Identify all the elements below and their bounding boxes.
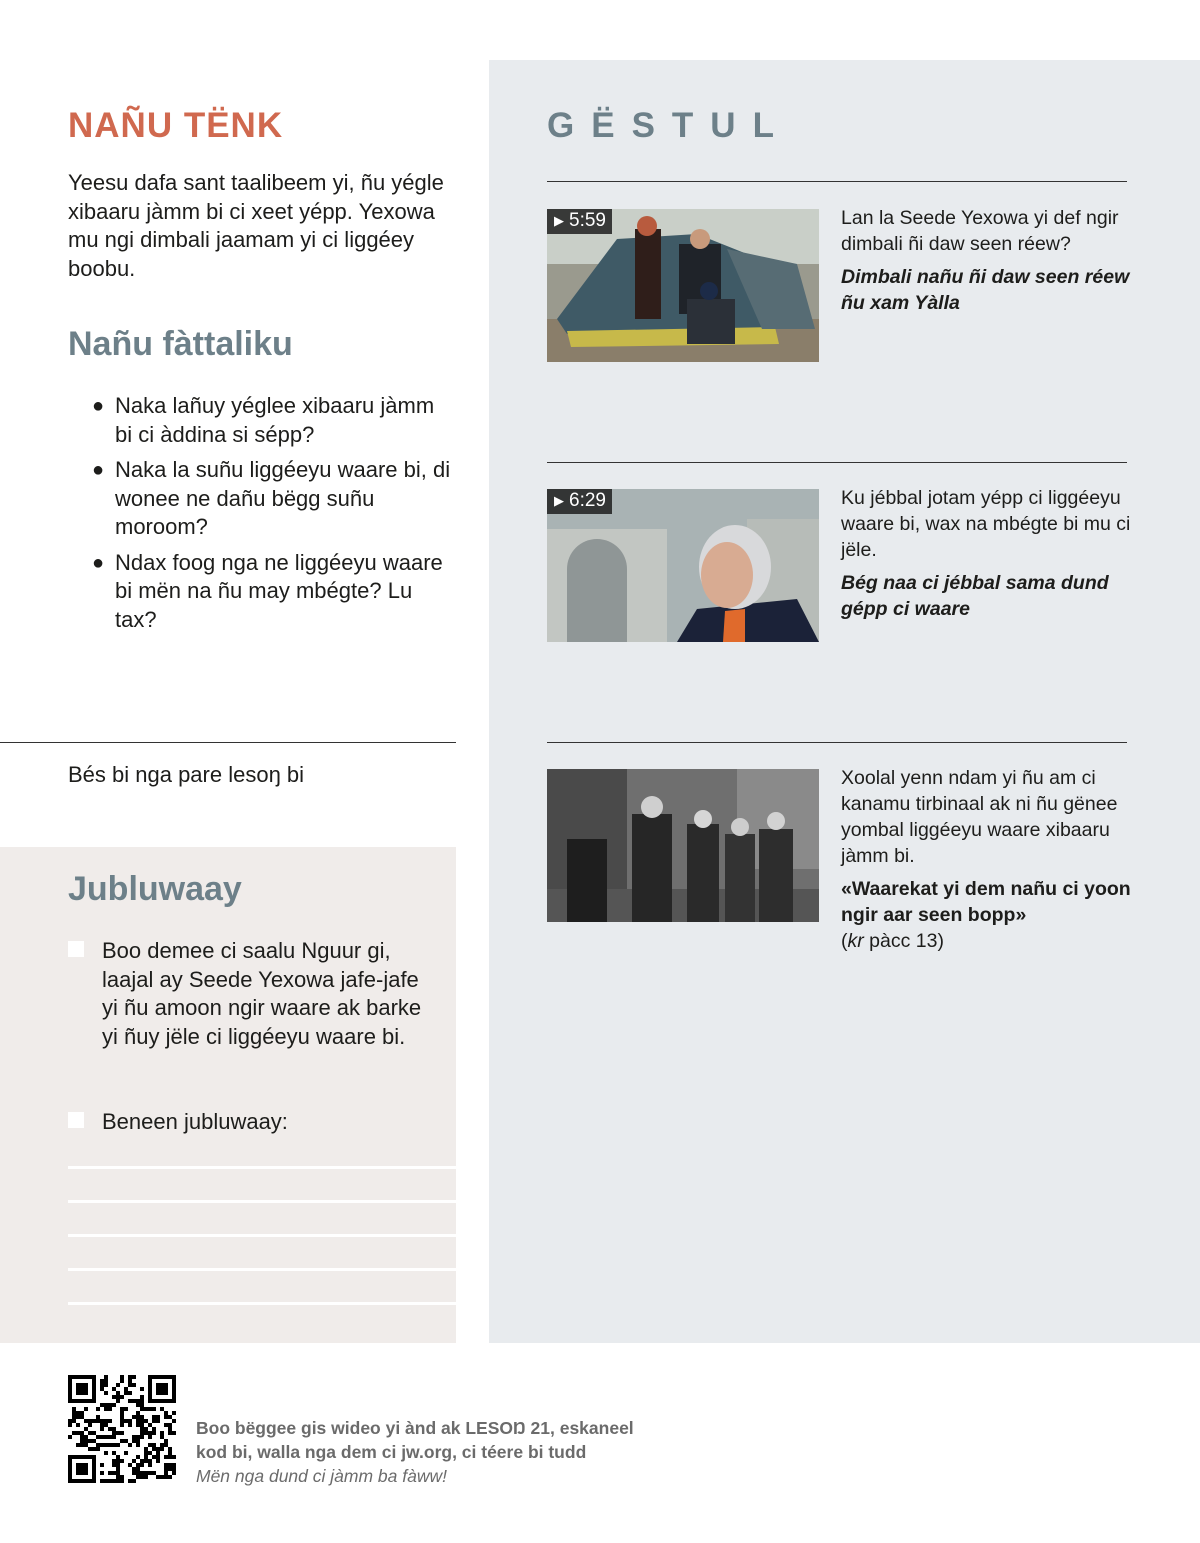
goal-checkbox[interactable] (68, 1112, 84, 1128)
summary-title: NAÑU TËNK (68, 106, 284, 145)
goal-text: Boo demee ci saalu Nguur gi, laajal ay Seede Yexowa jafe-jafe yi ñu amoon ngir waare ak barke yi ñuy jële ci liggéeyu waare bi. (102, 938, 422, 1049)
review-questions (92, 392, 452, 641)
explore-item-title[interactable]: Dimbali nañu ñi daw seen réew ñu xam Yàlla (841, 266, 1130, 314)
write-in-line[interactable] (68, 1302, 456, 1305)
reference-section: pàcc 13) (863, 930, 944, 952)
explore-item-description: Xoolal yenn ndam yi ñu am ci kanamu tirbinaal ak ni ñu gënee yombal liggéeyu waare xibaaru jàmm bi. (841, 767, 1118, 867)
video-duration: 5:59 (569, 210, 606, 231)
divider (547, 181, 1127, 182)
video-thumbnail-refugees[interactable] (547, 209, 819, 362)
video-duration-badge (547, 209, 612, 234)
reference-abbreviation: kr (847, 930, 864, 952)
summary-text: Yeesu dafa sant taalibeem yi, ñu yégle xibaaru jàmm bi ci xeet yépp. Yexowa mu ngi dimbali jaamam yi ci liggéey boobu. (68, 170, 444, 281)
divider (547, 742, 1127, 743)
review-question-text: Naka la suñu liggéeyu waare bi, di wonee ne dañu bëgg suñu moroom? (115, 457, 451, 539)
write-in-line[interactable] (68, 1200, 456, 1203)
video-duration: 6:29 (569, 490, 606, 511)
play-icon: ▶ (554, 213, 564, 228)
explore-item-title[interactable]: Bég naa ci jébbal sama dund gépp ci waare (841, 572, 1109, 620)
goals-title: Jubluwaay (68, 870, 242, 908)
explore-item-title[interactable]: «Waarekat yi dem nañu ci yoon ngir aar seen bopp» (841, 878, 1131, 926)
explore-title: GËSTUL (547, 106, 791, 145)
goal-item (68, 937, 438, 1051)
footer-book-title: Mën nga dund ci jàmm ba fàww! (196, 1466, 447, 1486)
explore-item-description: Lan la Seede Yexowa yi def ngir dimbali ñi daw seen réew? (841, 207, 1119, 255)
goal-checkbox[interactable] (68, 941, 84, 957)
qr-code-icon (68, 1375, 176, 1483)
qr-code[interactable] (68, 1375, 176, 1483)
review-title: Nañu fàttaliku (68, 325, 293, 363)
explore-item-description: Ku jébbal jotam yépp ci liggéeyu waare bi, wax na mbégte bi mu ci jële. (841, 487, 1131, 561)
goal-text: Beneen jubluwaay: (102, 1109, 288, 1134)
explore-item-reference: (kr pàcc 13) (841, 930, 944, 952)
historical-photo[interactable] (547, 769, 819, 922)
review-question (92, 392, 452, 449)
divider (0, 742, 456, 743)
goal-item (68, 1108, 438, 1137)
bullet-icon: ● (92, 551, 105, 574)
write-in-line[interactable] (68, 1234, 456, 1237)
divider (547, 462, 1127, 463)
review-question-text: Ndax foog nga ne liggéeyu waare bi mën na ñu may mbégte? Lu tax? (115, 549, 443, 632)
write-in-line[interactable] (68, 1268, 456, 1271)
video-thumbnail-pioneer[interactable] (547, 489, 819, 642)
footer-instructions: Boo bëggee gis wideo yi ànd ak LESOŊ 21, eskaneel kod bi, walla nga dem ci jw.org, ci téere bi tudd (196, 1418, 634, 1462)
bullet-icon: ● (92, 459, 105, 481)
write-in-line[interactable] (68, 1166, 456, 1169)
footer-text (196, 1416, 656, 1488)
lesson-complete-date-label: Bés bi nga pare lesoŋ bi (68, 762, 305, 787)
play-icon: ▶ (554, 493, 564, 508)
video-duration-badge (547, 489, 612, 514)
review-question (92, 549, 452, 635)
review-question (92, 456, 452, 542)
review-question-text: Naka lañuy yéglee xibaaru jàmm bi ci àddina si sépp? (115, 393, 435, 447)
bullet-icon: ● (92, 395, 105, 417)
historical-group-photo (547, 769, 819, 922)
